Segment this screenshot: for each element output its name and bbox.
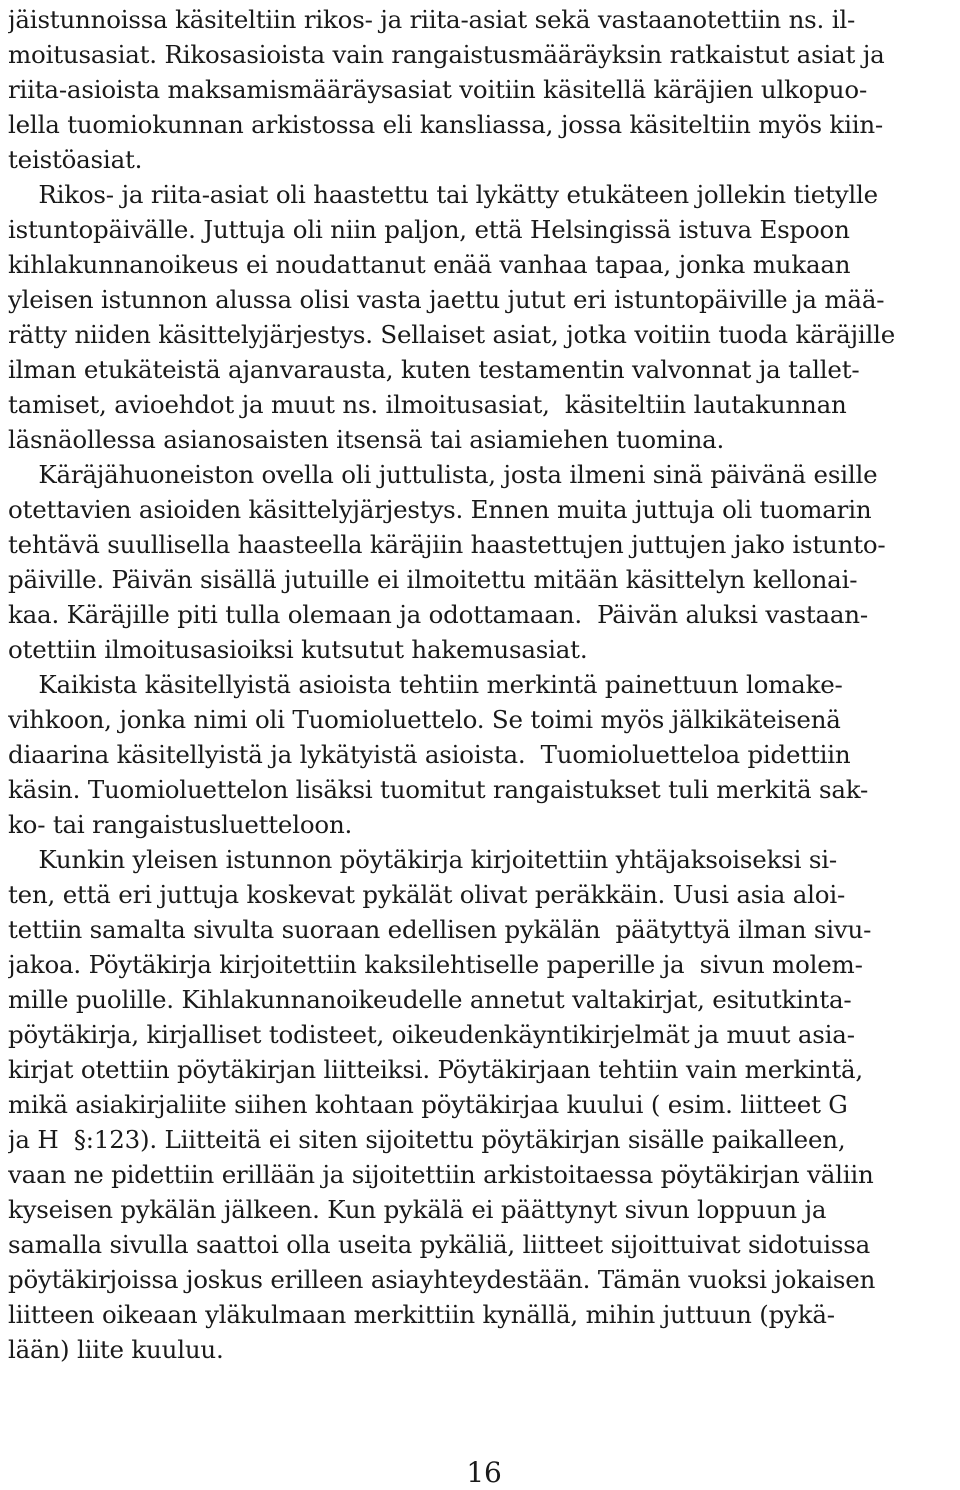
text-line: Kunkin yleisen istunnon pöytäkirja kirjoitettiin yhtäjaksoiseksi si- [8, 845, 837, 874]
text-line: yleisen istunnon alussa olisi vasta jaettu jutut eri istuntopäiville ja mää- [8, 285, 885, 314]
text-line: tehtävä suullisella haasteella käräjiin haastettujen juttujen jako istunto- [8, 530, 886, 559]
text-line: riita-asioista maksamismääräysasiat voitiin käsitellä käräjien ulkopuo- [8, 75, 868, 104]
text-line: rätty niiden käsittelyjärjestys. Sellaiset asiat, jotka voitiin tuoda käräjille [8, 320, 896, 349]
text-line: teistöasiat. [8, 145, 143, 174]
text-line: ko- tai rangaistusluetteloon. [8, 810, 353, 839]
page-number: 16 [466, 1456, 502, 1489]
text-line: mille puolille. Kihlakunnanoikeudelle annetut valtakirjat, esitutkinta- [8, 985, 852, 1014]
text-line: jäistunnoissa käsiteltiin rikos- ja riita-asiat sekä vastaanotettiin ns. il- [8, 5, 856, 34]
text-line: kyseisen pykälän jälkeen. Kun pykälä ei päättynyt sivun loppuun ja [8, 1195, 827, 1224]
text-line: mikä asiakirjaliite siihen kohtaan pöytäkirjaa kuului ( esim. liitteet G [8, 1090, 848, 1119]
text-line: pöytäkirjoissa joskus erilleen asiayhteydestään. Tämän vuoksi jokaisen [8, 1265, 876, 1294]
text-line: pöytäkirja, kirjalliset todisteet, oikeudenkäyntikirjelmät ja muut asia- [8, 1020, 855, 1049]
text-line: vihkoon, jonka nimi oli Tuomioluettelo. Se toimi myös jälkikäteisenä [8, 705, 841, 734]
text-line: jakoa. Pöytäkirja kirjoitettiin kaksilehtiselle paperille ja sivun molem- [8, 950, 863, 979]
text-line: otettiin ilmoitusasioiksi kutsutut hakemusasiat. [8, 635, 588, 664]
text-line: läsnäollessa asianosaisten itsensä tai asiamiehen tuomina. [8, 425, 725, 454]
text-line: kaa. Käräjille piti tulla olemaan ja odottamaan. Päivän aluksi vastaan- [8, 600, 868, 629]
text-line: samalla sivulla saattoi olla useita pykäliä, liitteet sijoittuivat sidotuissa [8, 1230, 871, 1259]
text-line: Kaikista käsitellyistä asioista tehtiin merkintä painettuun lomake- [8, 670, 843, 699]
text-line: otettavien asioiden käsittelyjärjestys. Ennen muita juttuja oli tuomarin [8, 495, 872, 524]
text-line: ten, että eri juttuja koskevat pykälät olivat peräkkäin. Uusi asia aloi- [8, 880, 846, 909]
text-line: moitusasiat. Rikosasioista vain rangaistusmääräyksin ratkaistut asiat ja [8, 40, 885, 69]
text-line: käsin. Tuomioluettelon lisäksi tuomitut rangaistukset tuli merkitä sak- [8, 775, 869, 804]
text-line: Käräjähuoneiston ovella oli juttulista, josta ilmeni sinä päivänä esille [8, 460, 878, 489]
document-page [8, 0, 960, 1490]
text-line: kihlakunnanoikeus ei noudattanut enää vanhaa tapaa, jonka mukaan [8, 250, 851, 279]
text-line: päiville. Päivän sisällä jutuille ei ilmoitettu mitään käsittelyn kellonai- [8, 565, 858, 594]
text-line: lella tuomiokunnan arkistossa eli kansliassa, jossa käsiteltiin myös kiin- [8, 110, 883, 139]
text-line: istuntopäivälle. Juttuja oli niin paljon, että Helsingissä istuva Espoon [8, 215, 850, 244]
text-line: kirjat otettiin pöytäkirjan liitteiksi. Pöytäkirjaan tehtiin vain merkintä, [8, 1055, 864, 1084]
text-line: tamiset, avioehdot ja muut ns. ilmoitusasiat, käsiteltiin lautakunnan [8, 390, 847, 419]
text-line: ilman etukäteistä ajanvarausta, kuten testamentin valvonnat ja tallet- [8, 355, 860, 384]
text-line: liitteen oikeaan yläkulmaan merkittiin kynällä, mihin juttuun (pykä- [8, 1300, 835, 1329]
text-line: Rikos- ja riita-asiat oli haastettu tai lykätty etukäteen jollekin tietylle [8, 180, 878, 209]
text-line: diaarina käsitellyistä ja lykätyistä asioista. Tuomioluetteloa pidettiin [8, 740, 851, 769]
text-line: vaan ne pidettiin erillään ja sijoitettiin arkistoitaessa pöytäkirjan väliin [8, 1160, 874, 1189]
text-line: tettiin samalta sivulta suoraan edellisen pykälän päätyttyä ilman sivu- [8, 915, 872, 944]
text-line: ja H §:123). Liitteitä ei siten sijoitettu pöytäkirjan sisälle paikalleen, [8, 1125, 846, 1154]
text-line: lään) liite kuuluu. [8, 1335, 224, 1364]
